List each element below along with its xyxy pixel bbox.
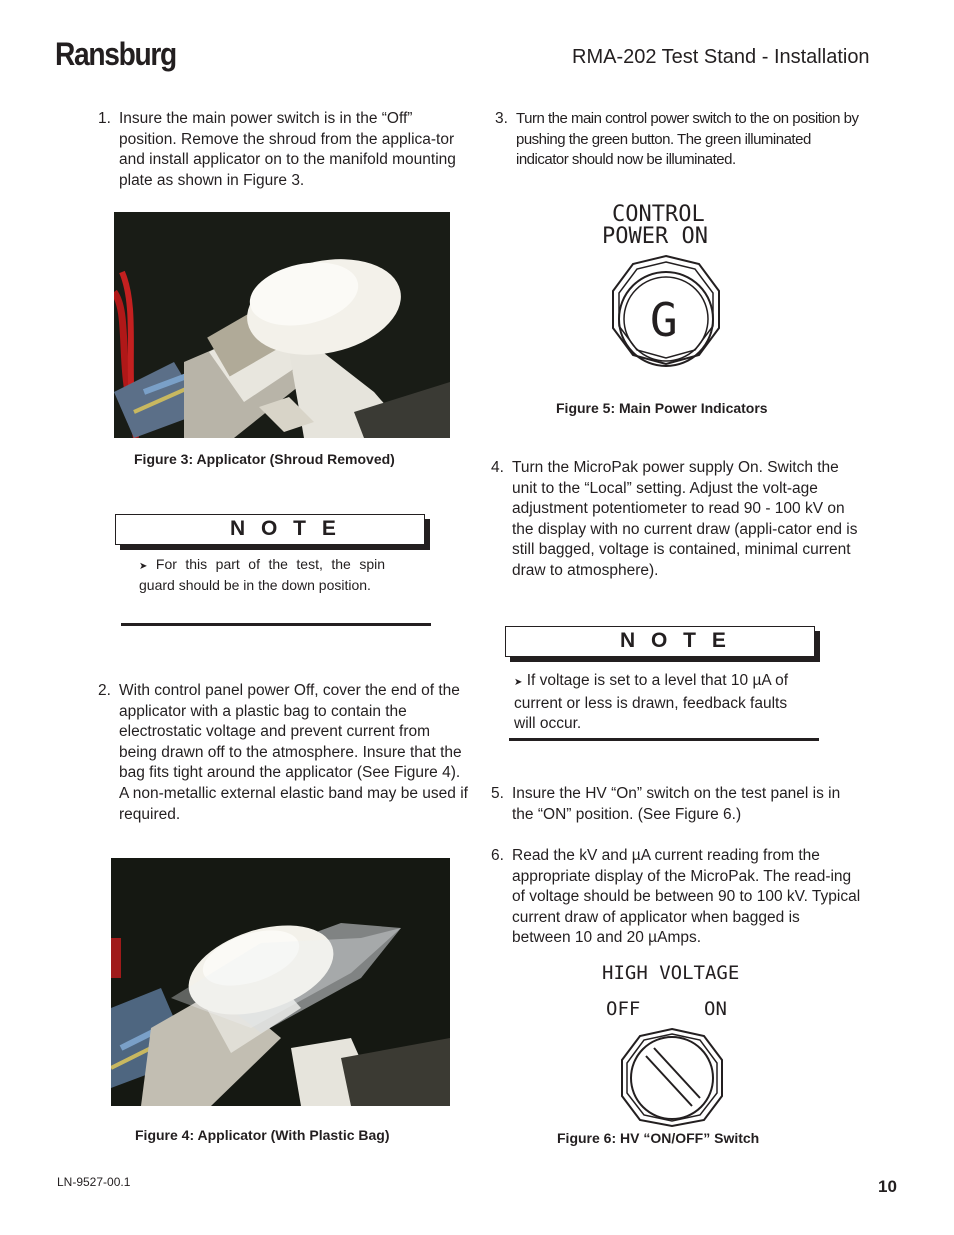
step-text: With control panel power Off, cover the end of the applicator with a plastic bag to contain the electrostatic voltage and prevent current from being drawn off to the atmosphere. Insure that the bag fits tight around the applicator (See Figure 4). A non-metallic external elastic band may be used if required. [119,682,468,823]
step-5 [491,784,861,825]
step-6 [491,846,861,949]
note-2-body: If voltage is set to a level that 10 µA of current or less is drawn, feedback faults will occur. [514,672,789,733]
high-voltage-label: HIGH VOLTAGE [602,962,740,984]
brand-logo: Ransburg [55,36,176,72]
step-1 [98,109,468,191]
step-number: 1. [98,110,111,127]
step-text: Insure the main power switch is in the “Off” position. Remove the shroud from the applica-tor and install applicator on to the manifold mounting plate as shown in Figure 3. [119,110,456,189]
green-button-letter: G [650,293,678,347]
selector-switch-knob [631,1037,713,1119]
note-1-text [139,555,385,594]
step-2 [98,681,468,825]
note-heading-box: N O T E [505,626,815,657]
figure-5-diagram [588,198,748,388]
figure-5-caption: Figure 5: Main Power Indicators [556,400,768,416]
control-label: CONTROL [612,202,705,227]
step-number: 6. [491,847,504,864]
figure-6-caption: Figure 6: HV “ON/OFF” Switch [557,1130,760,1146]
step-text: Turn the main control power switch to the on position by pushing the green button. The green illuminated indicator should now be illuminated. [516,110,859,169]
figure-4-caption: Figure 4: Applicator (With Plastic Bag) [135,1127,390,1143]
figure-4-photo [111,858,450,1106]
note-2-text [514,671,804,735]
step-number: 5. [491,785,504,802]
step-number: 3. [495,110,508,127]
step-number: 2. [98,682,111,699]
divider-rule [121,623,431,626]
power-on-label: POWER ON [602,224,708,249]
note-1-body: For this part of the test, the spin guard should be in the down position. [139,556,386,593]
bullet-arrow-icon: ➤ [139,561,148,572]
bullet-arrow-icon: ➤ [514,677,523,688]
figure-3-caption: Figure 3: Applicator (Shroud Removed) [134,451,395,467]
step-text: Turn the MicroPak power supply On. Switch the unit to the “Local” setting. Adjust the volt-age adjustment potentiometer to read 90 - 100 kV on the display with no current draw (appli-cator end is still bagged, voltage is contained, minimal current draw to atmosphere). [512,459,858,579]
on-label: ON [704,998,727,1020]
divider-rule [509,738,819,741]
page-number: 10 [878,1177,897,1196]
step-4 [491,458,861,582]
step-3 [495,109,865,171]
step-number: 4. [491,459,504,476]
off-label: OFF [606,998,641,1020]
step-text: Read the kV and µA current reading from the appropriate display of the MicroPak. The read-ing of voltage should be between 90 to 100 kV. Typical current draw of applicator when bagged is between 10 and 20 µAmps. [512,847,861,947]
note-heading-box: N O T E [115,514,425,545]
document-number: LN-9527-00.1 [57,1175,131,1189]
figure-6-diagram [596,958,756,1128]
figure-3-photo [114,212,450,438]
document-title: RMA-202 Test Stand - Installation [572,46,870,68]
step-text: Insure the HV “On” switch on the test panel is in the “ON” position. (See Figure 6.) [512,785,841,823]
